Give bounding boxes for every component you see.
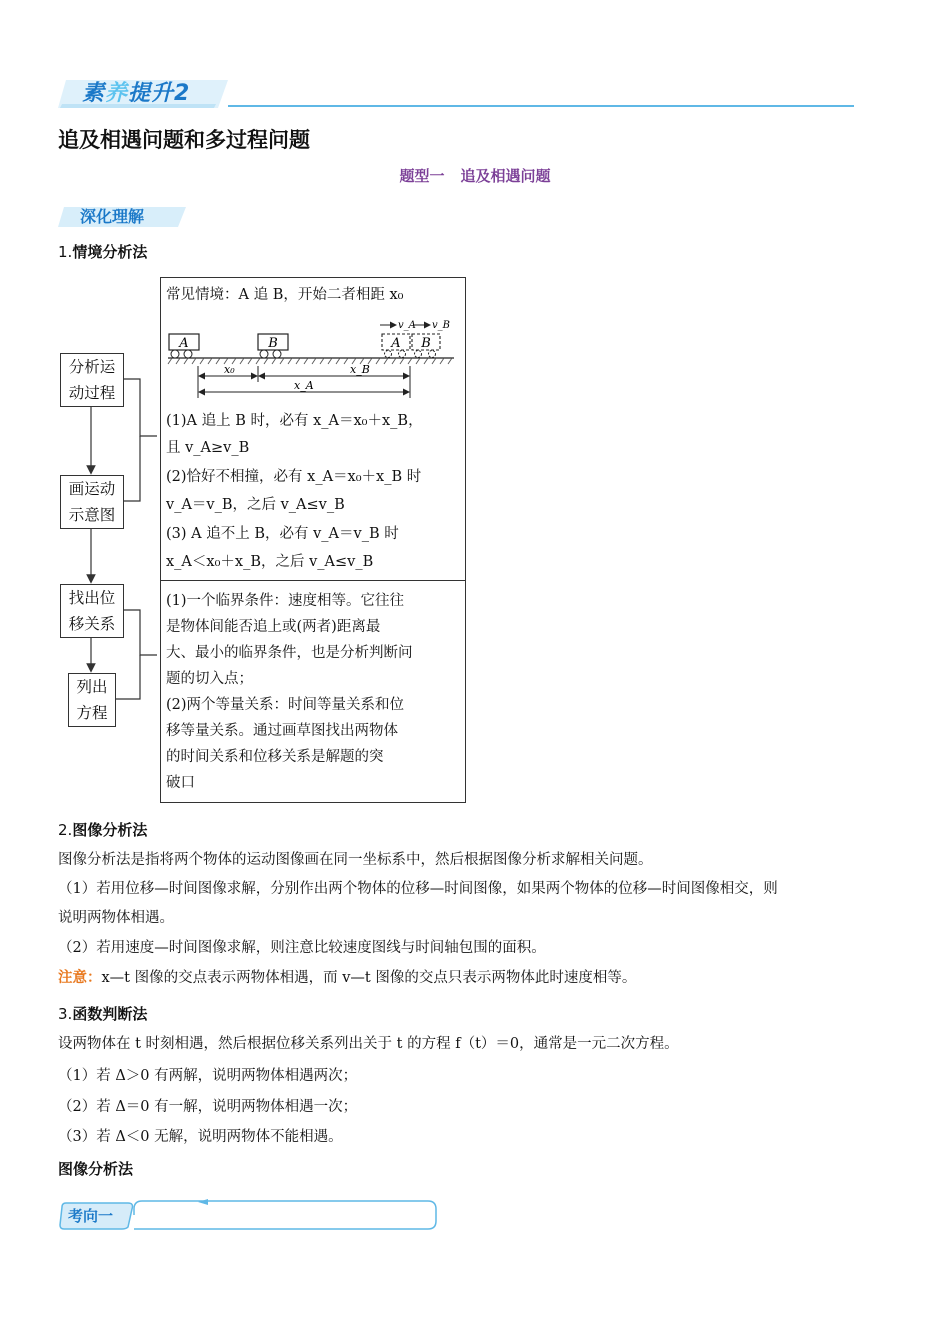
section2-paragraph: 图像分析法是指将两个物体的运动图像画在同一坐标系中，然后根据图像分析求解相关问题。 <box>58 852 653 868</box>
flow-connectors <box>0 0 180 800</box>
situation-line: x_A＜x₀＋x_B，之后 v_A≤v_B <box>166 554 374 570</box>
motion-diagram <box>162 310 462 400</box>
section2-paragraph: 说明两物体相遇。 <box>58 910 174 926</box>
car-a-label: A <box>179 336 189 351</box>
xa-label: x_A <box>294 379 314 392</box>
flow-step-draw: 画运动 示意图 <box>60 475 124 529</box>
situation-line: v_A＝v_B，之后 v_A≤v_B <box>166 497 345 513</box>
section-subtitle: 题型一 追及相遇问题 <box>399 167 551 185</box>
va-label: v_A <box>398 320 416 331</box>
condition-line: 题的切入点； <box>166 671 253 687</box>
condition-line: 破口 <box>166 775 195 791</box>
situation-line: 且 v_A≥v_B <box>166 440 250 456</box>
condition-line: 大、最小的临界条件，也是分析判断问 <box>166 645 413 661</box>
car-b <box>258 334 288 358</box>
section3-item: （2）若 Δ＝0 有一解，说明两物体相遇一次； <box>58 1099 358 1115</box>
page-title: 追及相遇问题和多过程问题 <box>58 128 310 152</box>
car-b-label: B <box>268 336 278 351</box>
situation-line: (3) A 追不上 B，必有 v_A＝v_B 时 <box>166 526 399 542</box>
section2-heading: 2.图像分析法 <box>58 821 148 839</box>
banner-title: 素养提升2 <box>82 81 191 106</box>
flow-step-analyze: 分析运 动过程 <box>60 353 124 407</box>
condition-line: (2)两个等量关系：时间等量关系和位 <box>166 697 405 713</box>
x0-label: x₀ <box>224 363 235 376</box>
svg-text:B: B <box>421 336 431 351</box>
section3-heading: 3.函数判断法 <box>58 1005 148 1023</box>
section3-paragraph: 设两物体在 t 时刻相遇，然后根据位移关系列出关于 t 的方程 f（t）＝0，通常是一元二次方程。 <box>58 1036 679 1052</box>
situation-line: (2)恰好不相撞，必有 x_A＝x₀＋x_B 时 <box>166 469 422 485</box>
section2-note: 注意：x—t 图像的交点表示两物体相遇，而 v—t 图像的交点只表示两物体此时速度相等。 <box>58 970 637 986</box>
condition-line: 是物体间能否追上或(两者)距离最 <box>166 619 381 635</box>
section3-item: （3）若 Δ＜0 无解，说明两物体不能相遇。 <box>58 1129 343 1145</box>
situation-intro: 常见情境：A 追 B，开始二者相距 x₀ <box>166 287 404 303</box>
banner-rule <box>228 105 854 107</box>
xb-label: x_B <box>350 363 370 376</box>
section1-heading: 1.情境分析法 <box>58 243 148 261</box>
kao-tag-label: 考向一 <box>68 1207 114 1225</box>
meeting-cars <box>380 320 450 358</box>
vb-label: v_B <box>432 320 450 331</box>
flow-step-equation: 列出 方程 <box>68 673 116 727</box>
kao-tag <box>58 1199 438 1231</box>
car-a <box>169 334 199 358</box>
condition-line: (1)一个临界条件：速度相等。它往往 <box>166 593 405 609</box>
condition-line: 移等量关系。通过画草图找出两物体 <box>166 723 398 739</box>
condition-line: 的时间关系和位移关系是解题的突 <box>166 749 384 765</box>
section2-paragraph: （2）若用速度—时间图像求解，则注意比较速度图线与时间轴包围的面积。 <box>58 940 546 956</box>
flow-step-relation: 找出位 移关系 <box>60 584 124 638</box>
svg-text:A: A <box>391 336 401 351</box>
situation-line: (1)A 追上 B 时，必有 x_A＝x₀＋x_B， <box>166 413 423 429</box>
section4-heading: 图像分析法 <box>58 1160 134 1178</box>
section2-paragraph: （1）若用位移—时间图像求解，分别作出两个物体的位移—时间图像，如果两个物体的位移—时间图像相交，则 <box>58 881 778 897</box>
section3-item: （1）若 Δ＞0 有两解，说明两物体相遇两次； <box>58 1068 358 1084</box>
deep-understanding-label: 深化理解 <box>80 207 145 226</box>
analysis-box-divider <box>160 580 466 581</box>
